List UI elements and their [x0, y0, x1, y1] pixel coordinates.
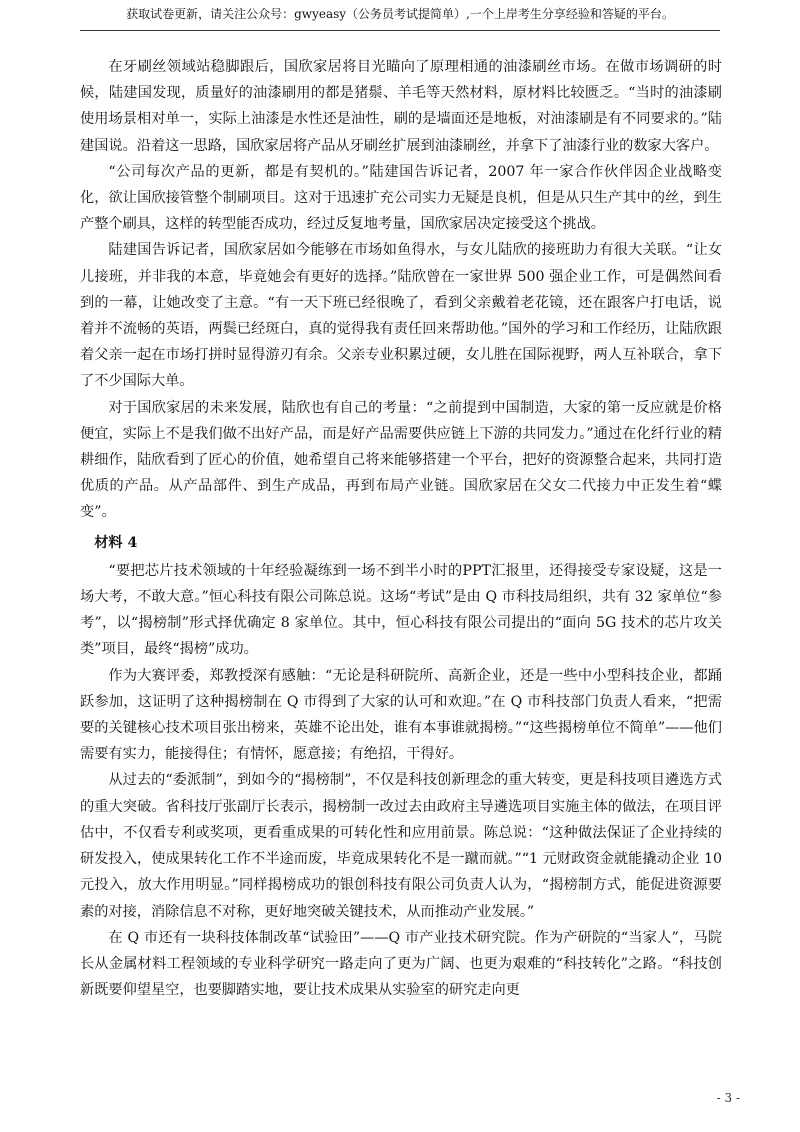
- page-number: - 3 -: [716, 1091, 740, 1105]
- paragraph: “要把芯片技术领域的十年经验凝练到一场不到半小时的PPT汇报里，还得接受专家设疑，这是一场大考，不敢大意。”恒心科技有限公司陈总说。这场“考试”是由 Q 市科技局组织，共有 32 家单位“参考”，以“揭榜制”形式择优确定 8 家单位。其中，恒心科技有限公司提出的“面向 5G 技术的芯片攻关类”项目，最终“揭榜”成功。: [80, 562, 722, 658]
- paragraph: 对于国欣家居的未来发展，陆欣也有自己的考量：“之前提到中国制造，大家的第一反应就是价格便宜，实际上不是我们做不出好产品，而是好产品需要供应链上下游的共同发力。”通过在化纤行业的精耕细作，陆欣看到了匠心的价值，她希望自己将来能够搭建一个平台，把好的资源整合起来，共同打造优质的产品。从产品部件、到生产成品，再到布局产业链。国欣家居在父女二代接力中正发生着“蝶变”。: [80, 399, 722, 521]
- page-header: 获取试卷更新，请关注公众号：gwyeasy（公务员考试提简单）,一个上岸考生分享经验和答疑的平台。: [80, 0, 720, 31]
- section-heading: 材料 4: [94, 534, 138, 551]
- paragraph: 从过去的“委派制”，到如今的“揭榜制”，不仅是科技创新理念的重大转变，更是科技项目遴选方式的重大突破。省科技厅张副厅长表示，揭榜制一改过去由政府主导遴选项目实施主体的做法，在项目评估中，不仅看专利或奖项，更看重成果的可转化性和应用前景。陈总说：“这种做法保证了企业持续的研发投入，使成果转化工作不半途而废，毕竟成果转化不是一蹴而就。”“1 元财政资金就能撬动企业 10 元投入，放大作用明显。”同样揭榜成功的银创科技有限公司负责人认为，“揭榜制方式，能促进资源要素的对接，消除信息不对称，更好地突破关键技术，从而推动产业发展。”: [80, 772, 722, 920]
- paragraph: 在牙刷丝领域站稳脚跟后，国欣家居将目光瞄向了原理相通的油漆刷丝市场。在做市场调研的时候，陆建国发现，质量好的油漆刷用的都是猪鬃、羊毛等天然材料，原材料比较匮乏。“当时的油漆刷使用场景相对单一，实际上油漆是水性还是油性，刷的是墙面还是地板，对油漆刷是有不同要求的。”陆建国说。沿着这一思路，国欣家居将产品从牙刷丝扩展到油漆刷丝，并拿下了油漆行业的数家大客户。: [80, 59, 722, 154]
- paragraph: 作为大赛评委，郑教授深有感触：“无论是科研院所、高新企业，还是一些中小型科技企业，都踊跃参加，这证明了这种揭榜制在 Q 市得到了大家的认可和欢迎。”在 Q 市科技部门负责人看来，“把需要的关键核心技术项目张出榜来，英雄不论出处，谁有本事谁就揭榜。”“这些揭榜单位不简单”——他们需要有实力，能接得住；有情怀，愿意接；有绝招，干得好。: [80, 667, 722, 763]
- paragraph: 在 Q 市还有一块科技体制改革“试验田”——Q 市产业技术研究院。作为产研院的“当家人”，马院长从金属材料工程领域的专业科学研究一路走向了更为广阔、也更为艰难的“科技转化”之路。“科技创新既要仰望星空，也要脚踏实地，要让技术成果从实验室的研究走向更: [80, 929, 722, 999]
- document-body: [80, 54, 722, 1003]
- paragraph: 陆建国告诉记者，国欣家居如今能够在市场如鱼得水，与女儿陆欣的接班助力有很大关联。“让女儿接班，并非我的本意，毕竟她会有更好的选择。”陆欣曾在一家世界 500 强企业工作，可是偶然间看到的一幕，让她改变了主意。“有一天下班已经很晚了，看到父亲戴着老花镜，还在跟客户打电话，说着并不流畅的英语，两鬓已经斑白，真的觉得我有责任回来帮助他。”国外的学习和工作经历，让陆欣跟着父亲一起在市场打拼时显得游刃有余。父亲专业积累过硬，女儿胜在国际视野，两人互补联合，拿下了不少国际大单。: [80, 242, 722, 390]
- paragraph: “公司每次产品的更新，都是有契机的。”陆建国告诉记者，2007 年一家合作伙伴因企业战略变化，欲让国欣接管整个制刷项目。这对于迅速扩充公司实力无疑是良机，但是从只生产其中的丝，到生产整个刷具，这样的转型能否成功，经过反复地考量，国欣家居决定接受这个挑战。: [80, 163, 722, 233]
